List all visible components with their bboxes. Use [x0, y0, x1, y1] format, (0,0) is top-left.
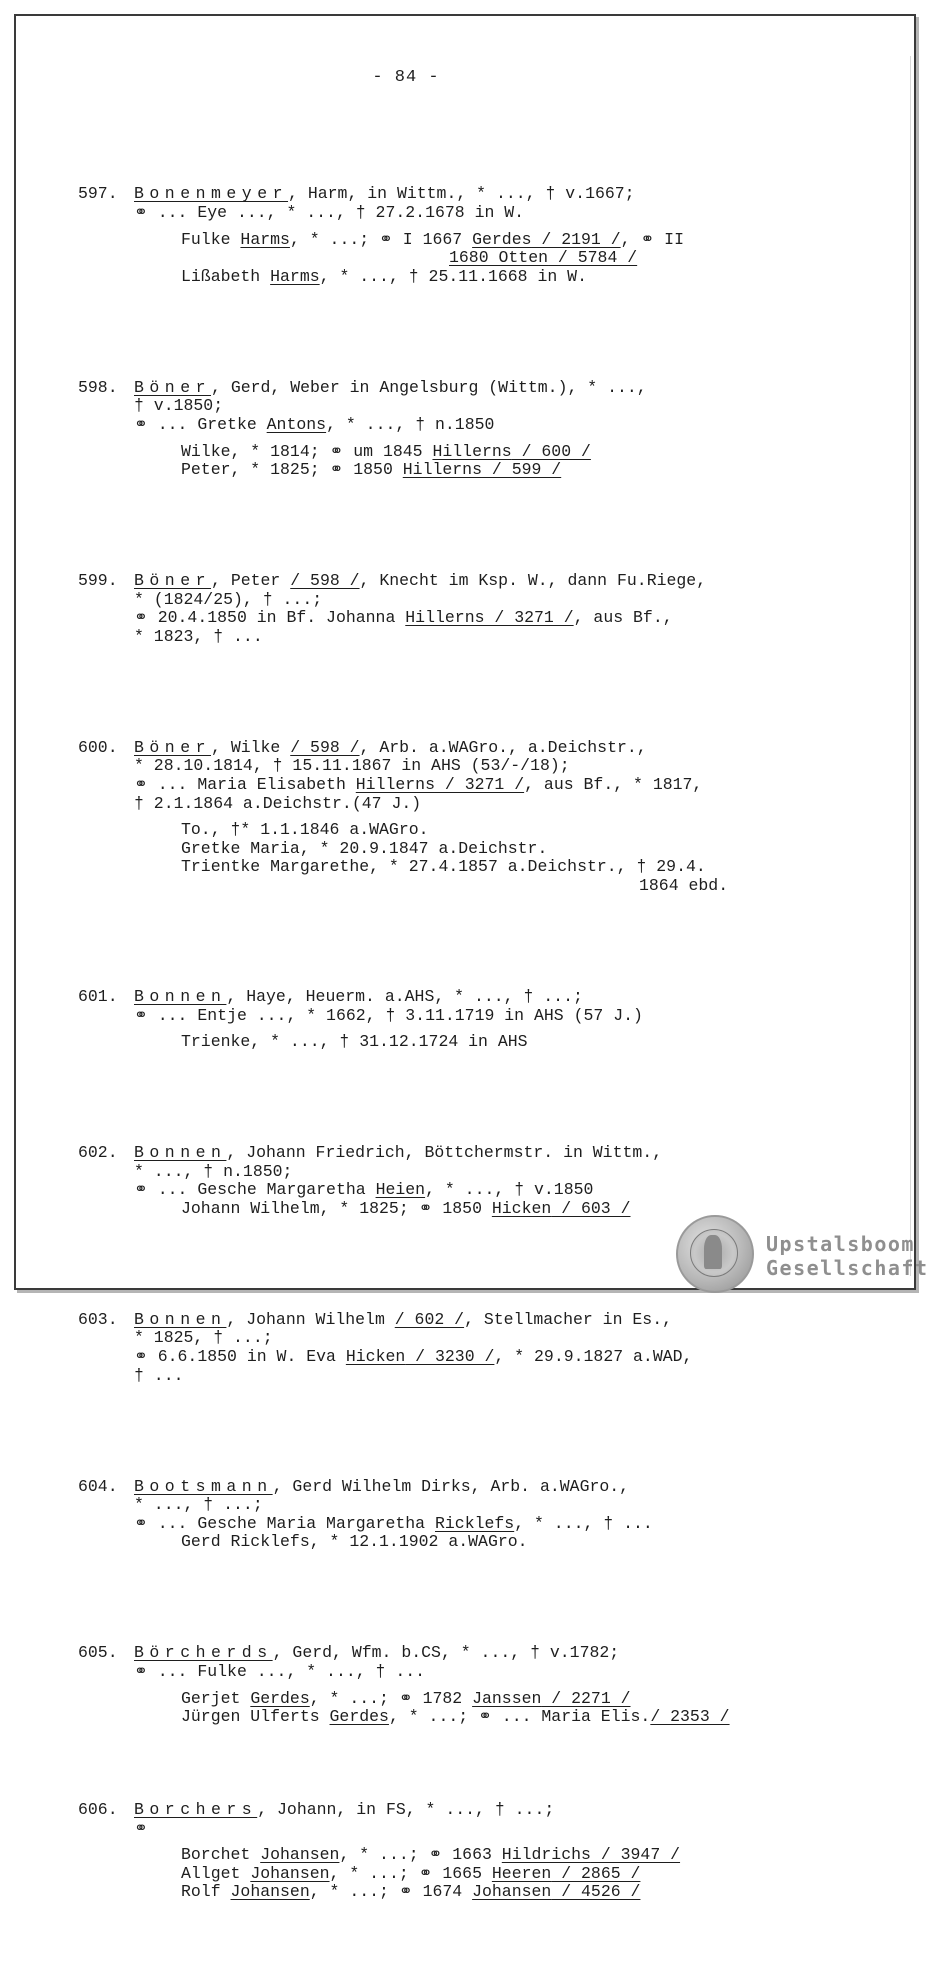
- entry-surname: Bonnen: [134, 1309, 227, 1329]
- child-line: Fulke Harms, * ...; ⚭ I 1667 Gerdes / 2191 /, ⚭ II: [181, 229, 684, 249]
- register-content: [66, 111, 826, 1976]
- entry-surname: Bonnen: [134, 1143, 227, 1163]
- page-number: - 84 -: [372, 68, 440, 87]
- entry-number: 602.: [78, 1143, 118, 1163]
- entry-601: 601. Bonnen, Haye, Heuerm. a.AHS, * ..., † ...; ⚭ ... Entje ..., * 1662, † 3.11.1719 in AHS (57 J.) Trienke, * ..., † 31.12.1724 in AHS: [66, 988, 826, 1052]
- entry-number: 601.: [78, 986, 118, 1006]
- child-line: Lißabeth Harms, * ..., † 25.11.1668 in W.: [181, 266, 587, 286]
- spouse-line: ⚭ ... Gesche Maria Margaretha Ricklefs, * ..., † ...: [134, 1513, 653, 1533]
- spouse-line: ⚭ ... Entje ..., * 1662, † 3.11.1719 in AHS (57 J.): [134, 1005, 643, 1025]
- page-frame: [14, 14, 929, 1902]
- entry-surname: Bonnen: [134, 986, 227, 1006]
- child-line: Johann Wilhelm, * 1825; ⚭ 1850 Hicken / 603 /: [181, 1198, 631, 1218]
- page-edge: [910, 56, 911, 1276]
- child-line: Rolf Johansen, * ...; ⚭ 1674 Johansen / 4526 /: [181, 1882, 641, 1902]
- entry-number: 597.: [78, 184, 118, 204]
- entry-details: , Harm, in Wittm., * ..., † v.1667;: [288, 184, 635, 204]
- entry-599: 599. Böner, Peter / 598 /, Knecht im Ksp. W., dann Fu.Riege, * (1824/25), † ...; ⚭ 20.4.1850 in Bf. Johanna Hillerns / 3271 /, aus Bf., * 1823, † ...: [66, 572, 826, 646]
- entry-number: 599.: [78, 571, 118, 591]
- child-line: To., †* 1.1.1846 a.WAGro.: [181, 820, 429, 840]
- spouse-line: ⚭ 6.6.1850 in W. Eva Hicken / 3230 /, * 29.9.1827 a.WAD,: [134, 1347, 693, 1367]
- entry-details: , Gerd, Weber in Angelsburg (Wittm.), * ...,: [211, 377, 647, 397]
- entry-602: 602. Bonnen, Johann Friedrich, Böttchermstr. in Wittm., * ..., † n.1850; ⚭ ... Gesche Margaretha Heien, * ..., † v.1850 Johann Wilhelm, * 1825; ⚭ 1850 Hicken / 603 /: [66, 1144, 826, 1218]
- entry-598: 598. Böner, Gerd, Weber in Angelsburg (Wittm.), * ..., † v.1850; ⚭ ... Gretke Antons, * ..., † n.1850 Wilke, * 1814; ⚭ um 1845 Hillerns / 600 / Peter, * 1825; ⚭ 1850 Hillerns / 599 /: [66, 379, 826, 480]
- child-line: Gretke Maria, * 20.9.1847 a.Deichstr.: [181, 838, 548, 858]
- entry-605: 605. Börcherds, Gerd, Wfm. b.CS, * ..., † v.1782; ⚭ ... Fulke ..., * ..., † ... Gerjet Gerdes, * ...; ⚭ 1782 Janssen / 2271 / Jürgen Ulferts Gerdes, * ...; ⚭ ... Maria Elis./ 2353 /: [66, 1644, 826, 1726]
- spouse-line: ⚭ ... Eye ..., * ..., † 27.2.1678 in W.: [134, 202, 525, 222]
- child-line-continuation: 1680 Otten / 5784 /: [449, 248, 638, 268]
- child-line: Gerjet Gerdes, * ...; ⚭ 1782 Janssen / 2271 /: [181, 1688, 631, 1708]
- child-line: Wilke, * 1814; ⚭ um 1845 Hillerns / 600 /: [181, 441, 591, 461]
- spouse-line: ⚭: [134, 1818, 148, 1838]
- spouse-line: ⚭ 20.4.1850 in Bf. Johanna Hillerns / 3271 /, aus Bf.,: [134, 608, 673, 628]
- entry-606: 606. Borchers, Johann, in FS, * ..., † ...; ⚭ Borchet Johansen, * ...; ⚭ 1663 Hildrichs / 3947 / Allget Johansen, * ...; ⚭ 1665 Heeren / 2865 / Rolf Johansen, * ...; ⚭ 1674 Johansen / 4526 /: [66, 1801, 826, 1902]
- entry-600: 600. Böner, Wilke / 598 /, Arb. a.WAGro., a.Deichstr., * 28.10.1814, † 15.11.1867 in AHS (53/-/18); ⚭ ... Maria Elisabeth Hillerns / 3271 /, aus Bf., * 1817, † 2.1.1864 a.Deichstr.(47 J.) To., †* 1.1.1846 a.WAGro. Gretke Maria, * 20.9.1847 a.Deichstr. Trientke Margarethe, * 27.4.1857 a.Deichstr., † 29.4. 1864 ebd.: [66, 739, 826, 896]
- entry-number: 604.: [78, 1476, 118, 1496]
- child-line: Peter, * 1825; ⚭ 1850 Hillerns / 599 /: [181, 460, 562, 480]
- entry-surname: Böner: [134, 377, 212, 397]
- entry-number: 605.: [78, 1643, 118, 1663]
- society-logo: [676, 1212, 929, 1292]
- entry-603: 603. Bonnen, Johann Wilhelm / 602 /, Stellmacher in Es., * 1825, † ...; ⚭ 6.6.1850 in W. Eva Hicken / 3230 /, * 29.9.1827 a.WAD, † ...: [66, 1311, 826, 1385]
- spouse-line: ⚭ ... Fulke ..., * ..., † ...: [134, 1661, 426, 1681]
- child-line-continuation: 1864 ebd.: [639, 875, 729, 895]
- entry-surname: Bonenmeyer: [134, 184, 289, 204]
- entry-597: [66, 185, 826, 286]
- entry-surname: Bootsmann: [134, 1476, 273, 1496]
- child-line: Trienke, * ..., † 31.12.1724 in AHS: [181, 1032, 528, 1052]
- child-line: Allget Johansen, * ...; ⚭ 1665 Heeren / 2865 /: [181, 1863, 641, 1883]
- child-line: Jürgen Ulferts Gerdes, * ...; ⚭ ... Maria Elis./ 2353 /: [181, 1707, 730, 1727]
- spouse-line: ⚭ ... Maria Elisabeth Hillerns / 3271 /, aus Bf., * 1817,: [134, 775, 703, 794]
- child-line: Gerd Ricklefs, * 12.1.1902 a.WAGro.: [181, 1532, 528, 1552]
- logo-text: Upstalsboom Gesellschaft: [766, 1232, 929, 1280]
- entry-surname: Börcherds: [134, 1643, 273, 1663]
- entry-surname: Böner: [134, 571, 212, 591]
- entry-number: 600.: [78, 737, 118, 757]
- entry-surname: Borchers: [134, 1800, 258, 1820]
- seal-icon: [676, 1215, 754, 1293]
- entry-number: 598.: [78, 377, 118, 397]
- spouse-line: ⚭ ... Gretke Antons, * ..., † n.1850: [134, 414, 495, 434]
- child-line: Borchet Johansen, * ...; ⚭ 1663 Hildrichs / 3947 /: [181, 1845, 681, 1865]
- entry-number: 603.: [78, 1309, 118, 1329]
- spouse-line: ⚭ ... Gesche Margaretha Heien, * ..., † v.1850: [134, 1180, 594, 1200]
- child-line: Trientke Margarethe, * 27.4.1857 a.Deichstr., † 29.4.: [181, 857, 706, 877]
- entry-604: 604. Bootsmann, Gerd Wilhelm Dirks, Arb. a.WAGro., * ..., † ...; ⚭ ... Gesche Maria Margaretha Ricklefs, * ..., † ... Gerd Ricklefs, * 12.1.1902 a.WAGro.: [66, 1478, 826, 1552]
- entry-surname: Böner: [134, 737, 212, 757]
- entry-number: 606.: [78, 1800, 118, 1820]
